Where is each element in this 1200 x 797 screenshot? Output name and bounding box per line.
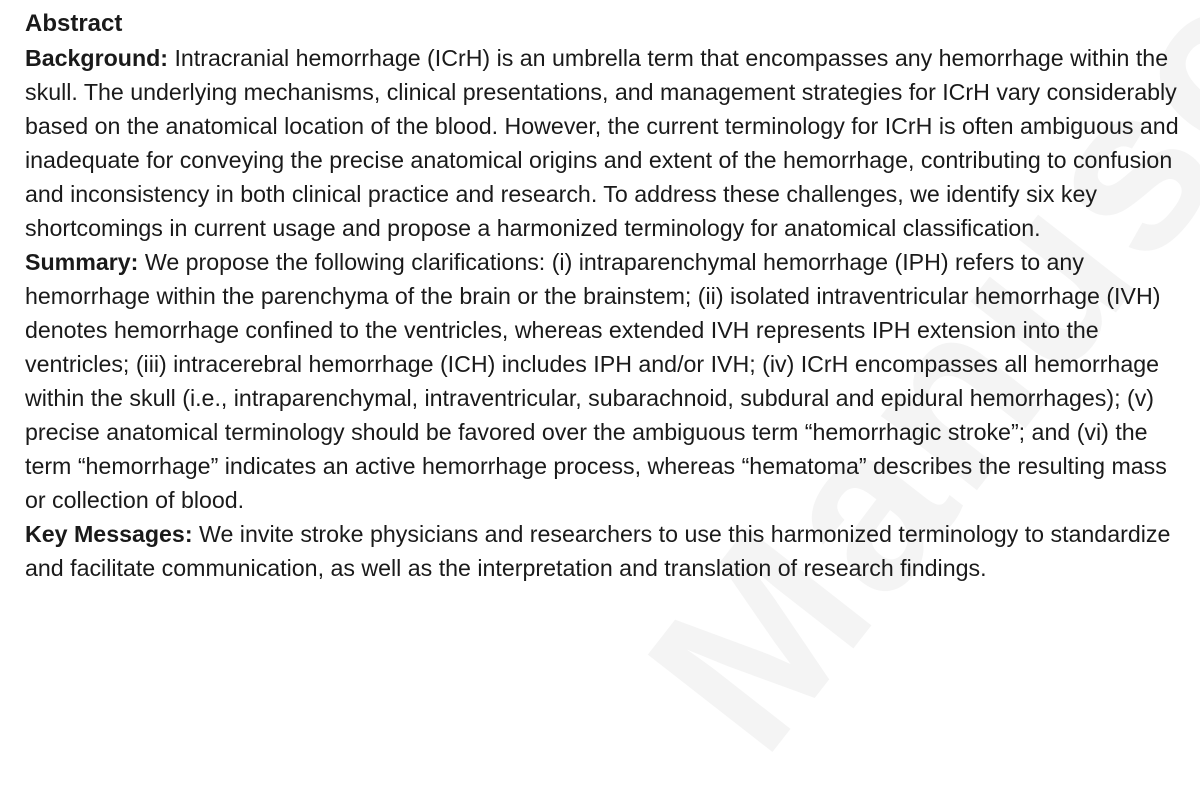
summary-paragraph (25, 245, 1185, 517)
background-label: Background: (25, 45, 168, 71)
abstract-heading: Abstract (25, 10, 123, 37)
background-text: Intracranial hemorrhage (ICrH) is an umbrella term that encompasses any hemorrhage within the skull. The underlying mechanisms, clinical presentations, and management strategies for ICrH vary considerably based on the anatomical location of the blood. However, the current terminology for ICrH is often ambiguous and inadequate for conveying the precise anatomical origins and extent of the hemorrhage, contributing to confusion and inconsistency in both clinical practice and research. To address these challenges, we identify six key shortcomings in current usage and propose a harmonized terminology for anatomical classification. (25, 45, 1179, 241)
key-messages-text: We invite stroke physicians and researchers to use this harmonized terminology to standardize and facilitate communication, as well as the interpretation and translation of research findings. (25, 521, 1171, 581)
summary-label: Summary: (25, 249, 139, 275)
abstract-block (25, 7, 1185, 585)
summary-text: We propose the following clarifications: (i) intraparenchymal hemorrhage (IPH) refers to any hemorrhage within the parenchyma of the brain or the brainstem; (ii) isolated intraventricular hemorrhage (IVH) denotes hemorrhage confined to the ventricles, whereas extended IVH represents IPH extension into the ventricles; (iii) intracerebral hemorrhage (ICH) includes IPH and/or IVH; (iv) ICrH encompasses all hemorrhage within the skull (i.e., intraparenchymal, intraventricular, subarachnoid, subdural and epidural hemorrhages); (v) precise anatomical terminology should be favored over the ambiguous term “hemorrhagic stroke”; and (vi) the term “hemorrhage” indicates an active hemorrhage process, whereas “hematoma” describes the resulting mass or collection of blood. (25, 249, 1167, 513)
key-messages-paragraph (25, 517, 1185, 585)
background-paragraph (25, 41, 1185, 245)
key-messages-label: Key Messages: (25, 521, 193, 547)
